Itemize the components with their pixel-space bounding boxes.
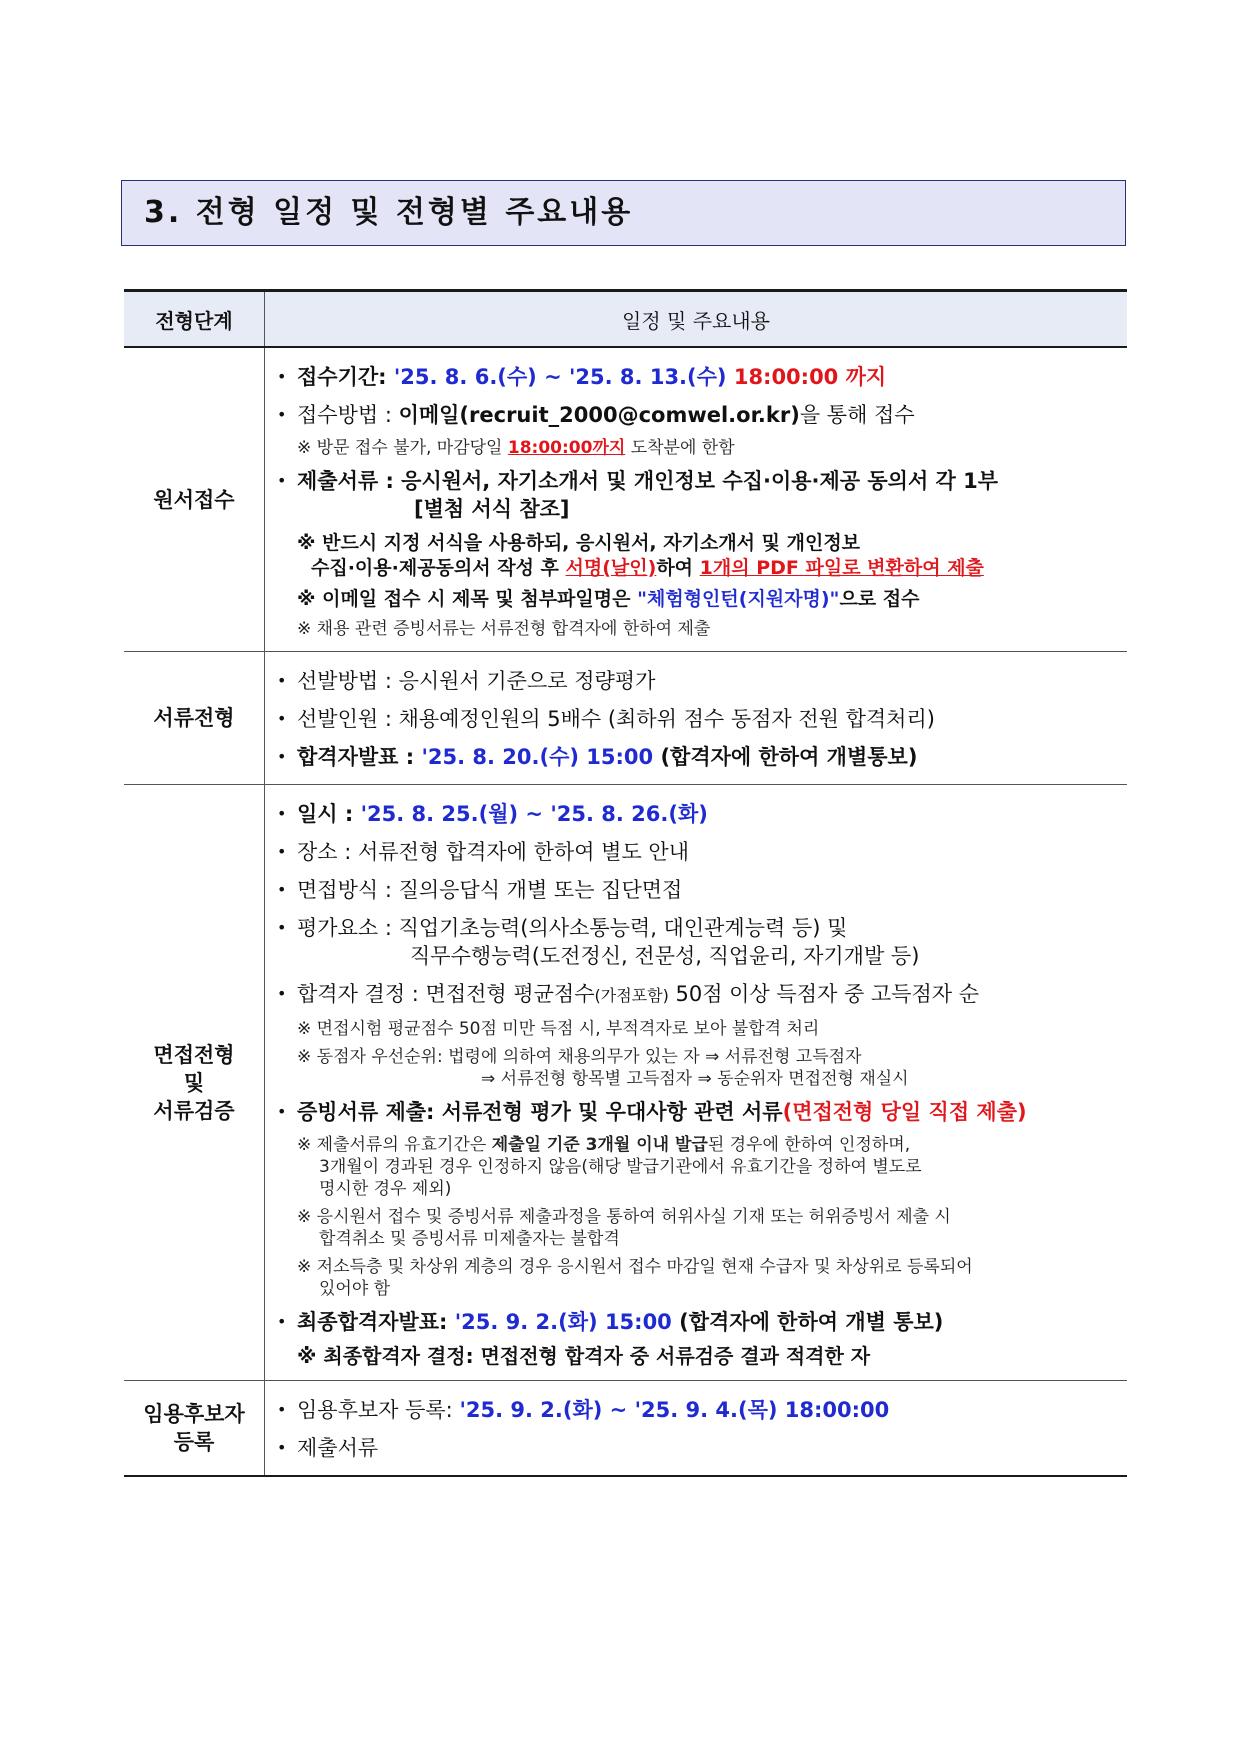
note-text: 된 경우에 한하여 인정하며, [707, 1135, 911, 1155]
list-item [277, 358, 1127, 396]
final-tail: (합격자에 한하여 개별 통보) [671, 1310, 944, 1334]
list-item [277, 738, 1127, 776]
bullet-icon: • [277, 918, 287, 937]
bullet-icon: • [277, 880, 287, 899]
list-item [277, 795, 1127, 833]
note-sign: 서명(날인) [565, 557, 657, 579]
item-text: 제출서류 [297, 1436, 379, 1460]
note-line: ⇒ 서류전형 항목별 고득점자 ⇒ 동순위자 면접전형 재실시 [481, 1069, 909, 1089]
bullet-icon: • [277, 1312, 287, 1331]
eval-line: 직무수행능력(도전정신, 전문성, 직업윤리, 자기개발 등) [410, 944, 920, 968]
header-stage: 전형단계 [124, 291, 265, 348]
content-cell [265, 652, 1128, 785]
bullet-icon: • [277, 671, 287, 690]
note: ※ 최종합격자 결정: 면접전형 합격자 중 서류검증 결과 적격한 자 [297, 1344, 871, 1368]
stage-cell: 서류전형 [124, 652, 265, 785]
note-text: 하여 [656, 557, 700, 579]
proof-note: (면접전형 당일 직접 제출) [782, 1100, 1027, 1124]
table-row [124, 785, 1127, 1381]
table-header-row [124, 291, 1127, 348]
proof-text: 증빙서류 제출: 서류전형 평가 및 우대사항 관련 서류 [297, 1100, 783, 1124]
item-text: 면접방식 : 질의응답식 개별 또는 집단면접 [297, 878, 683, 902]
note-pdf: 1개의 PDF 파일로 변환하여 제출 [699, 557, 984, 579]
bullet-icon: • [277, 804, 287, 823]
final-date: '25. 9. 2.(화) 15:00 [454, 1310, 672, 1334]
docs-line: [별첨 서식 참조] [414, 497, 570, 521]
method-email: 이메일(recruit_2000@comwel.or.kr) [398, 403, 800, 427]
note: ※ 면접시험 평균점수 50점 미만 득점 시, 부적격자로 보아 불합격 처리 [297, 1019, 820, 1039]
note [277, 1043, 1127, 1093]
note-text: 수집·이용·제공동의서 작성 후 [311, 557, 566, 579]
note-line: 명시한 경우 제외) [319, 1179, 452, 1199]
item-text: 선발방법 : 응시원서 기준으로 정량평가 [297, 669, 656, 693]
list-item [277, 1303, 1127, 1341]
bullet-icon: • [277, 367, 287, 386]
note [277, 1253, 1127, 1303]
table-row [124, 1381, 1127, 1477]
period-dates: '25. 8. 6.(수) ~ '25. 8. 13.(수) [393, 365, 734, 389]
note-text: 도착분에 한함 [625, 438, 735, 458]
list-item [277, 871, 1127, 909]
method-label: 접수방법 : [297, 403, 399, 427]
section-title: 3. 전형 일정 및 전형별 주요내용 [121, 180, 1126, 246]
note-subject: "체험형인턴(지원자명)" [637, 588, 840, 610]
note-line: 합격취소 및 증빙서류 미제출자는 불합격 [319, 1229, 620, 1249]
note [277, 1131, 1127, 1203]
docs-line: 제출서류 : 응시원서, 자기소개서 및 개인정보 수집·이용·제공 동의서 각 1부 [297, 469, 999, 493]
date-label: 일시 : [297, 802, 361, 826]
note: ※ 채용 관련 증빙서류는 서류전형 합격자에 한하여 제출 [297, 619, 711, 639]
reg-date: '25. 9. 2.(화) ~ '25. 9. 4.(목) 18:00:00 [459, 1398, 890, 1422]
method-tail: 을 통해 접수 [799, 403, 915, 427]
list-item [277, 700, 1127, 738]
decision-small: (가점포함) [594, 986, 669, 1005]
bullet-icon: • [277, 984, 287, 1003]
table-row [124, 652, 1127, 785]
stage-line: 임용후보자 [143, 1402, 245, 1426]
note [277, 528, 1127, 584]
schedule-table [124, 289, 1127, 1477]
note-text: ※ 이메일 접수 시 제목 및 첨부파일명은 [297, 588, 638, 610]
note [277, 1203, 1127, 1253]
table-row [124, 347, 1127, 652]
note-text: ※ 방문 접수 불가, 마감당일 [297, 438, 508, 458]
stage-cell [124, 1381, 265, 1477]
bullet-icon: • [277, 747, 287, 766]
list-item [277, 462, 1127, 528]
list-item [277, 975, 1127, 1015]
bullet-icon: • [277, 709, 287, 728]
note-deadline: 18:00:00까지 [507, 438, 626, 458]
item-text: 선발인원 : 채용예정인원의 5배수 (최하위 점수 동점자 전원 합격처리) [297, 707, 935, 731]
note-line: 있어야 함 [319, 1279, 391, 1299]
note-line: ※ 반드시 지정 서식을 사용하되, 응시원서, 자기소개서 및 개인정보 [297, 532, 861, 554]
list-item [277, 662, 1127, 700]
stage-cell: 원서접수 [124, 347, 265, 652]
note-text: ※ 제출서류의 유효기간은 [297, 1135, 492, 1155]
content-cell [265, 347, 1128, 652]
note-line: ※ 응시원서 접수 및 증빙서류 제출과정을 통하여 허위사실 기재 또는 허위증빙서 제출 시 [297, 1207, 951, 1227]
announce-date: '25. 8. 20.(수) 15:00 [421, 745, 654, 769]
list-item [277, 396, 1127, 434]
note-line: ※ 저소득층 및 차상위 계층의 경우 응시원서 접수 마감일 현재 수급자 및 차상위로 등록되어 [297, 1257, 973, 1277]
item-text: 장소 : 서류전형 합격자에 한하여 별도 안내 [297, 840, 689, 864]
bullet-icon: • [277, 842, 287, 861]
stage-line: 면접전형 [153, 1042, 235, 1067]
note [277, 584, 1127, 615]
stage-line: 서류검증 [153, 1098, 235, 1123]
bullet-icon: • [277, 1400, 287, 1419]
list-item [277, 1093, 1127, 1131]
stage-line: 등록 [173, 1430, 215, 1454]
list-item [277, 1391, 1127, 1429]
bullet-icon: • [277, 1438, 287, 1457]
list-item [277, 833, 1127, 871]
date-value: '25. 8. 25.(월) ~ '25. 8. 26.(화) [360, 802, 708, 826]
note [277, 434, 1127, 462]
list-item [277, 1429, 1127, 1467]
note-line: ※ 동점자 우선순위: 법령에 의하여 채용의무가 있는 자 ⇒ 서류전형 고득점자 [297, 1047, 862, 1067]
note-line: 3개월이 경과된 경우 인정하지 않음(해당 발급기관에서 유효기간을 정하여 별도로 [319, 1157, 922, 1177]
period-deadline: 18:00:00 까지 [733, 365, 887, 389]
reg-label: 임용후보자 등록: [297, 1398, 460, 1422]
period-label: 접수기간: [297, 365, 394, 389]
announce-tail: (합격자에 한하여 개별통보) [653, 745, 918, 769]
note-emph: 제출일 기준 3개월 이내 발급 [491, 1135, 708, 1155]
bullet-icon: • [277, 405, 287, 424]
eval-line: 평가요소 : 직업기초능력(의사소통능력, 대인관계능력 등) 및 [297, 916, 848, 940]
decision-text: 50점 이상 득점자 중 고득점자 순 [668, 982, 980, 1006]
stage-cell [124, 785, 265, 1381]
list-item [277, 909, 1127, 975]
final-label: 최종합격자발표: [297, 1310, 455, 1334]
note-text: 으로 접수 [839, 588, 920, 610]
stage-line: 및 [183, 1070, 205, 1095]
bullet-icon: • [277, 1102, 287, 1121]
content-cell [265, 1381, 1128, 1477]
announce-label: 합격자발표 : [297, 745, 422, 769]
header-content: 일정 및 주요내용 [265, 291, 1128, 348]
decision-text: 합격자 결정 : 면접전형 평균점수 [297, 982, 595, 1006]
bullet-icon: • [277, 471, 287, 490]
content-cell [265, 785, 1128, 1381]
